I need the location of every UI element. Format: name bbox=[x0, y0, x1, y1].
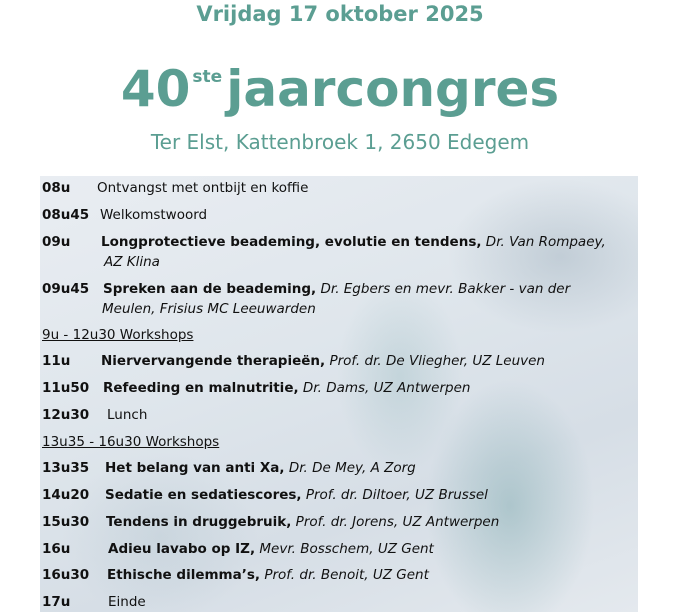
program-title: Sedatie en sedatiescores, bbox=[105, 487, 302, 503]
program-title: Niervervangende therapieën, bbox=[101, 353, 326, 369]
congress-title bbox=[0, 44, 680, 122]
program-time: 11u50 bbox=[42, 380, 90, 396]
program-time: 08u45 bbox=[42, 207, 90, 223]
workshop-header: 9u - 12u30 Workshops bbox=[42, 327, 194, 343]
program-time: 12u30 bbox=[42, 407, 90, 423]
program-time: 17u bbox=[42, 594, 71, 610]
program-panel bbox=[40, 176, 638, 612]
program-title: Spreken aan de beademing, bbox=[103, 281, 317, 297]
program-title: Lunch bbox=[107, 407, 148, 423]
program-time: 15u30 bbox=[42, 514, 90, 530]
program-continuation: Meulen, Frisius MC Leeuwarden bbox=[102, 301, 316, 317]
program-time: 09u bbox=[42, 234, 71, 250]
program-speaker: Dr. Van Rompaey, bbox=[485, 234, 606, 250]
program-speaker: Prof. dr. De Vliegher, UZ Leuven bbox=[329, 353, 545, 369]
venue-address: Ter Elst, Kattenbroek 1, 2650 Edegem bbox=[150, 130, 530, 154]
title-superscript: ste bbox=[192, 67, 223, 87]
program-title: Refeeding en malnutritie, bbox=[103, 380, 299, 396]
program-speaker: Dr. Dams, UZ Antwerpen bbox=[302, 380, 471, 396]
date-heading: Vrijdag 17 oktober 2025 bbox=[196, 2, 484, 26]
title-number: 40 bbox=[120, 60, 191, 118]
program-title: Tendens in druggebruik, bbox=[106, 514, 292, 530]
program-speaker: Mevr. Bosschem, UZ Gent bbox=[259, 541, 434, 557]
program-continuation: AZ Klina bbox=[104, 254, 160, 270]
program-speaker: Dr. De Mey, A Zorg bbox=[288, 460, 416, 476]
workshop-header: 13u35 - 16u30 Workshops bbox=[42, 434, 220, 450]
program-title: Longprotectieve beademing, evolutie en tendens, bbox=[101, 234, 482, 250]
title-word: jaarcongres bbox=[226, 60, 560, 118]
program-time: 13u35 bbox=[42, 460, 90, 476]
program-time: 16u bbox=[42, 541, 71, 557]
program-speaker: Dr. Egbers en mevr. Bakker - van der bbox=[320, 281, 571, 297]
program-title: Ethische dilemma’s, bbox=[107, 567, 261, 583]
program-speaker: Prof. dr. Diltoer, UZ Brussel bbox=[305, 487, 488, 503]
program-time: 14u20 bbox=[42, 487, 90, 503]
program-time: 11u bbox=[42, 353, 71, 369]
program-title: Einde bbox=[108, 594, 146, 610]
program-title: Het belang van anti Xa, bbox=[105, 460, 285, 476]
program-title: Welkomstwoord bbox=[100, 207, 208, 223]
program-time: 08u bbox=[42, 180, 71, 196]
program-time: 16u30 bbox=[42, 567, 90, 583]
program-title: Adieu lavabo op IZ, bbox=[108, 541, 256, 557]
program-speaker: Prof. dr. Jorens, UZ Antwerpen bbox=[295, 514, 500, 530]
program-title: Ontvangst met ontbijt en koffie bbox=[97, 180, 309, 196]
program-time: 09u45 bbox=[42, 281, 90, 297]
program-speaker: Prof. dr. Benoit, UZ Gent bbox=[264, 567, 429, 583]
